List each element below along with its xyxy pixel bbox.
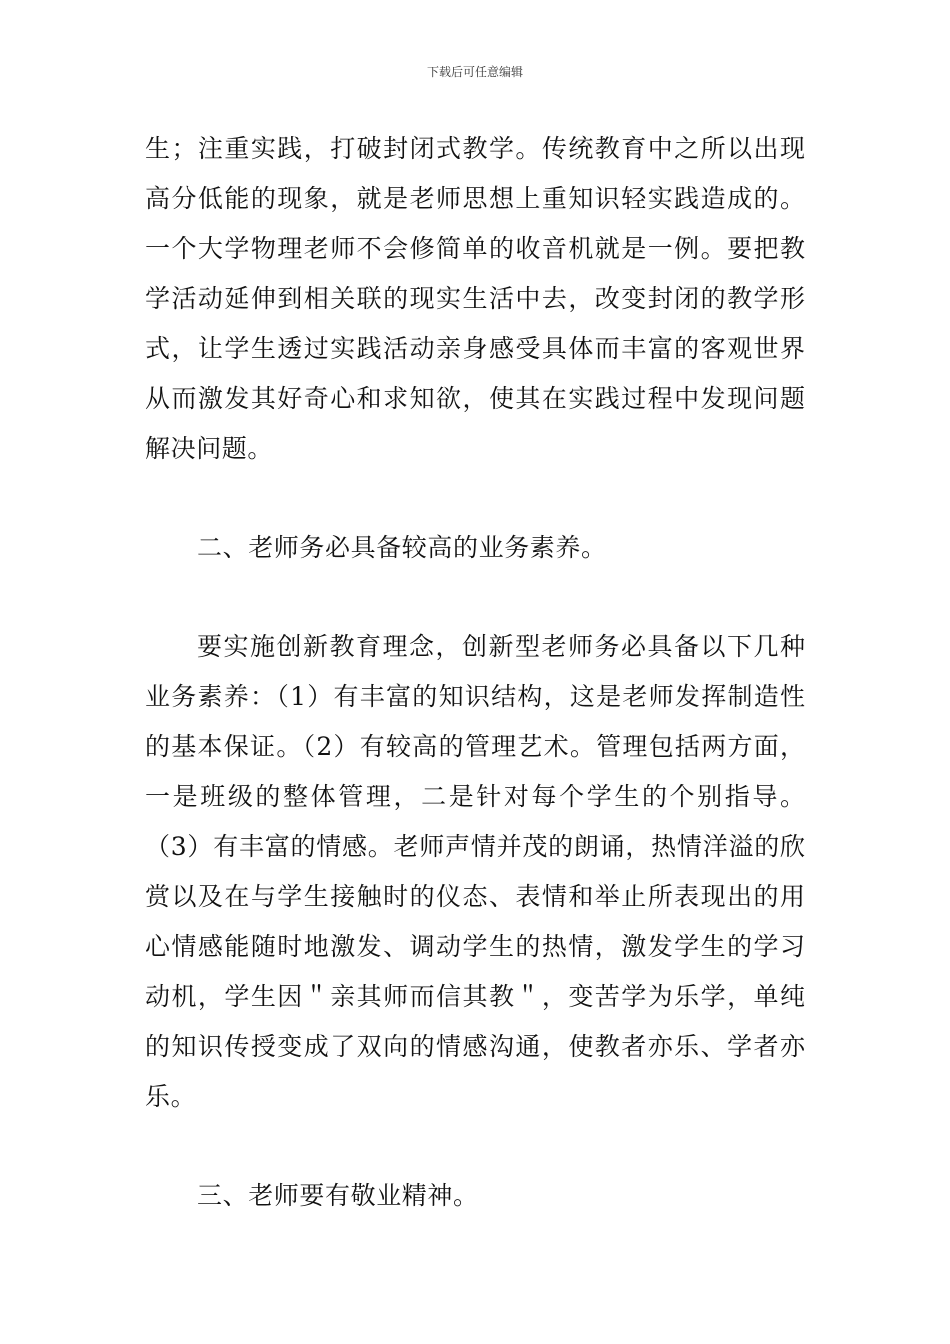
text-line: 动机，学生因＂亲其师而信其教＂，变苦学为乐学，单纯 <box>145 982 805 1011</box>
text-line: 乐。 <box>145 1082 197 1111</box>
text-line: 高分低能的现象，就是老师思想上重知识轻实践造成的。 <box>145 184 805 213</box>
text-line: 一个大学物理老师不会修简单的收音机就是一例。要把教 <box>145 234 805 263</box>
text-line: 学活动延伸到相关联的现实生活中去，改变封闭的教学形 <box>145 284 805 313</box>
text-line: 从而激发其好奇心和求知欲，使其在实践过程中发现问题 <box>145 384 805 413</box>
section-heading-2: 二、老师务必具备较高的业务素养。 <box>197 533 607 562</box>
text-line: 一是班级的整体管理，二是针对每个学生的个别指导。 <box>145 782 805 811</box>
text-line: 要实施创新教育理念，创新型老师务必具备以下几种 <box>197 632 805 661</box>
text-line: 业务素养：（1）有丰富的知识结构，这是老师发挥制造性 <box>145 682 805 711</box>
text-line: 赏以及在与学生接触时的仪态、表情和举止所表现出的用 <box>145 882 805 911</box>
text-line: 的知识传授变成了双向的情感沟通，使教者亦乐、学者亦 <box>145 1032 805 1061</box>
section-heading-3: 三、老师要有敬业精神。 <box>197 1181 479 1210</box>
text-line: 的基本保证。（2）有较高的管理艺术。管理包括两方面， <box>145 732 805 761</box>
text-line: （3）有丰富的情感。老师声情并茂的朗诵，热情洋溢的欣 <box>145 832 805 861</box>
text-line: 生；注重实践，打破封闭式教学。传统教育中之所以出现 <box>145 134 805 163</box>
text-line: 心情感能随时地激发、调动学生的热情，激发学生的学习 <box>145 932 805 961</box>
page-header: 下载后可任意编辑 <box>426 65 523 79</box>
text-line: 解决问题。 <box>145 434 274 463</box>
text-line: 式，让学生透过实践活动亲身感受具体而丰富的客观世界 <box>145 334 805 363</box>
